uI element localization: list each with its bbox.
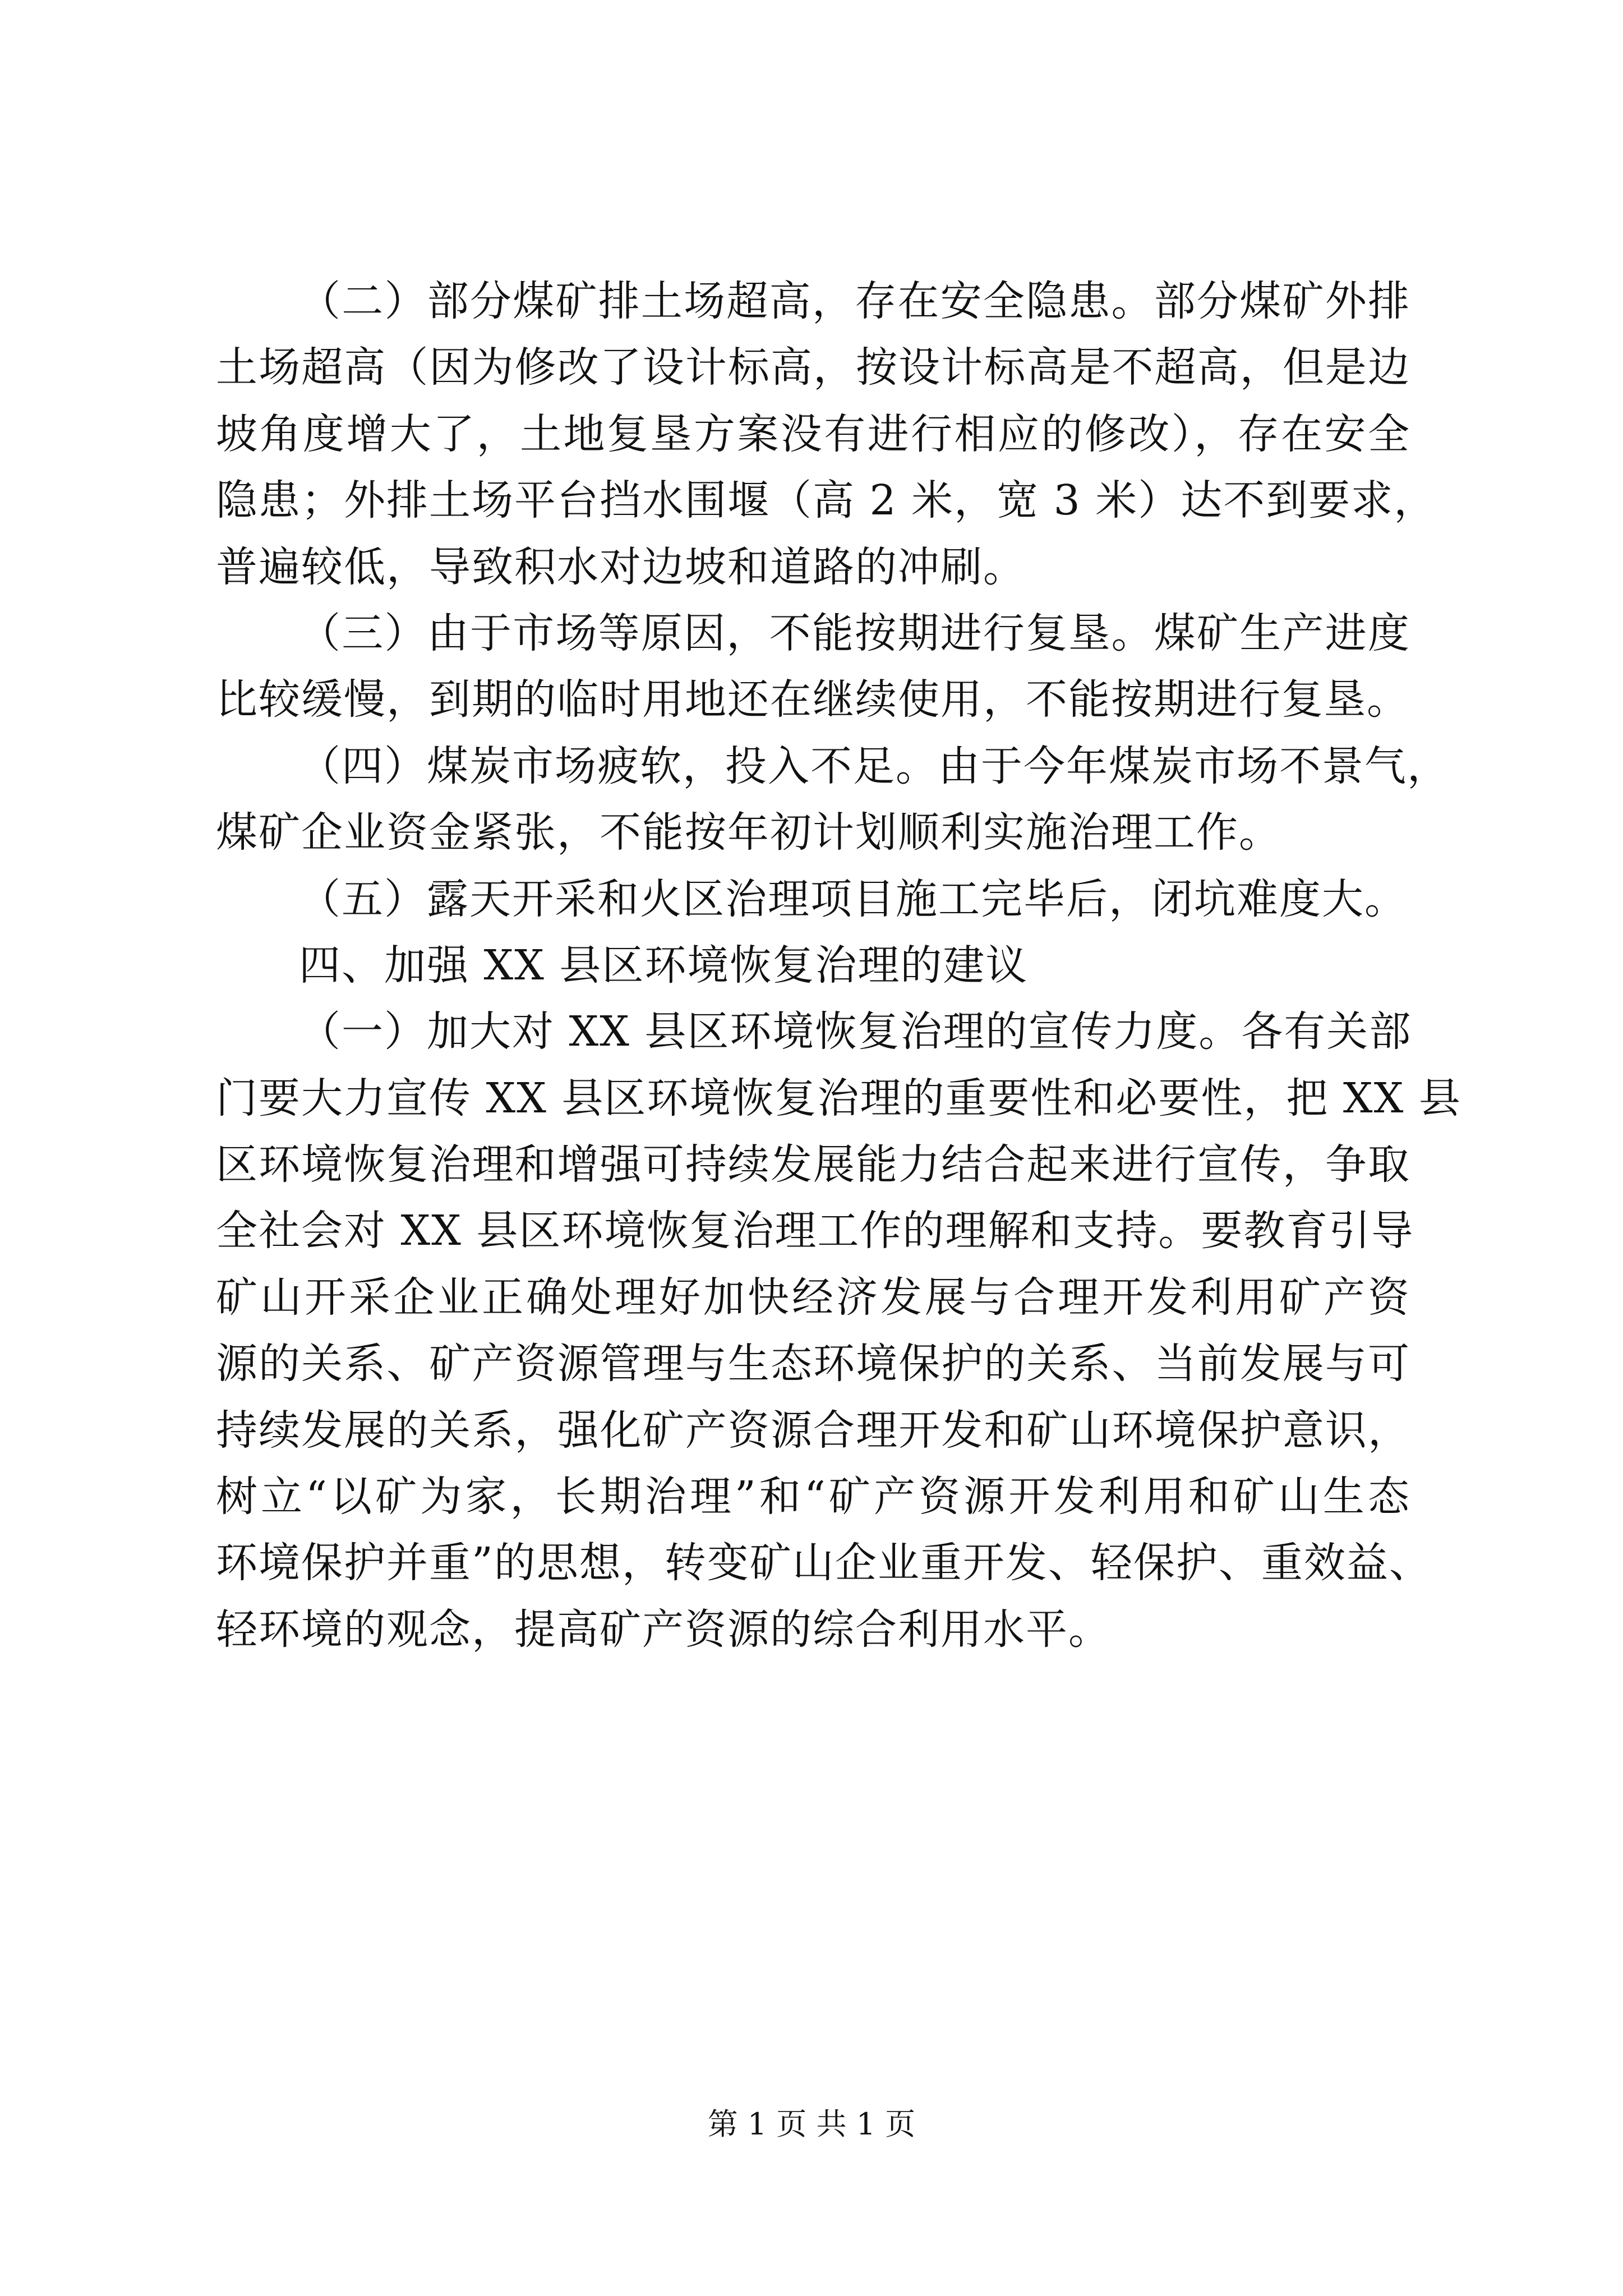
text-line: 区环境恢复治理和增强可持续发展能力结合起来进行宣传，争取 (216, 1140, 1410, 1189)
text-line: 树立“以矿为家，长期治理”和“矿产资源开发利用和矿山生态 (216, 1473, 1410, 1521)
page-number: 第 1 页 共 1 页 (707, 2106, 916, 2142)
text-line: 普遍较低，导致积水对边坡和道路的冲刷。 (216, 542, 1026, 591)
text-line: 环境保护并重”的思想，转变矿山企业重开发、轻保护、重效益、 (216, 1539, 1432, 1588)
page-footer (0, 2105, 1623, 2144)
text-line: （二）部分煤矿排土场超高，存在安全隐患。部分煤矿外排 (299, 277, 1410, 325)
text-line: 隐患；外排土场平台挡水围堰（高 2 米，宽 3 米）达不到要求， (216, 476, 1437, 525)
text-line: 源的关系、矿产资源管理与生态环境保护的关系、当前发展与可 (216, 1340, 1410, 1388)
paragraph (216, 733, 1450, 866)
document-body (216, 268, 1461, 1663)
text-line: 坡角度增大了，土地复垦方案没有进行相应的修改），存在安全 (216, 409, 1410, 458)
text-line: 全社会对 XX 县区环境恢复治理工作的理解和支持。要教育引导 (216, 1207, 1414, 1255)
text-line: （三）由于市场等原因，不能按期进行复垦。煤矿生产进度 (299, 609, 1410, 657)
section-heading (216, 932, 1410, 999)
text-line: 矿山开采企业正确处理好加快经济发展与合理开发利用矿产资 (216, 1273, 1410, 1322)
paragraph (216, 600, 1410, 733)
text-line: 煤矿企业资金紧张，不能按年初计划顺利实施治理工作。 (216, 808, 1281, 857)
text-line: （五）露天开采和火区治理项目施工完毕后，闭坑难度大。 (299, 875, 1407, 923)
paragraph (216, 866, 1410, 932)
text-line: 持续发展的关系，强化矿产资源合理开发和矿山环境保护意识， (216, 1406, 1410, 1455)
text-line: （四）煤炭市场疲软，投入不足。由于今年煤炭市场不景气， (299, 742, 1450, 790)
text-line: 比较缓慢，到期的临时用地还在继续使用，不能按期进行复垦。 (216, 675, 1409, 724)
text-line: 轻环境的观念，提高矿产资源的综合利用水平。 (216, 1605, 1111, 1654)
paragraph (216, 999, 1461, 1663)
text-line: 四、加强 XX 县区环境恢复治理的建议 (299, 941, 1029, 990)
text-line: （一）加大对 XX 县区环境恢复治理的宣传力度。各有关部 (299, 1007, 1412, 1056)
text-line: 土场超高（因为修改了设计标高，按设计标高是不超高，但是边 (216, 343, 1410, 392)
paragraph (216, 268, 1437, 600)
text-line: 门要大力宣传 XX 县区环境恢复治理的重要性和必要性，把 XX 县 (216, 1074, 1461, 1122)
